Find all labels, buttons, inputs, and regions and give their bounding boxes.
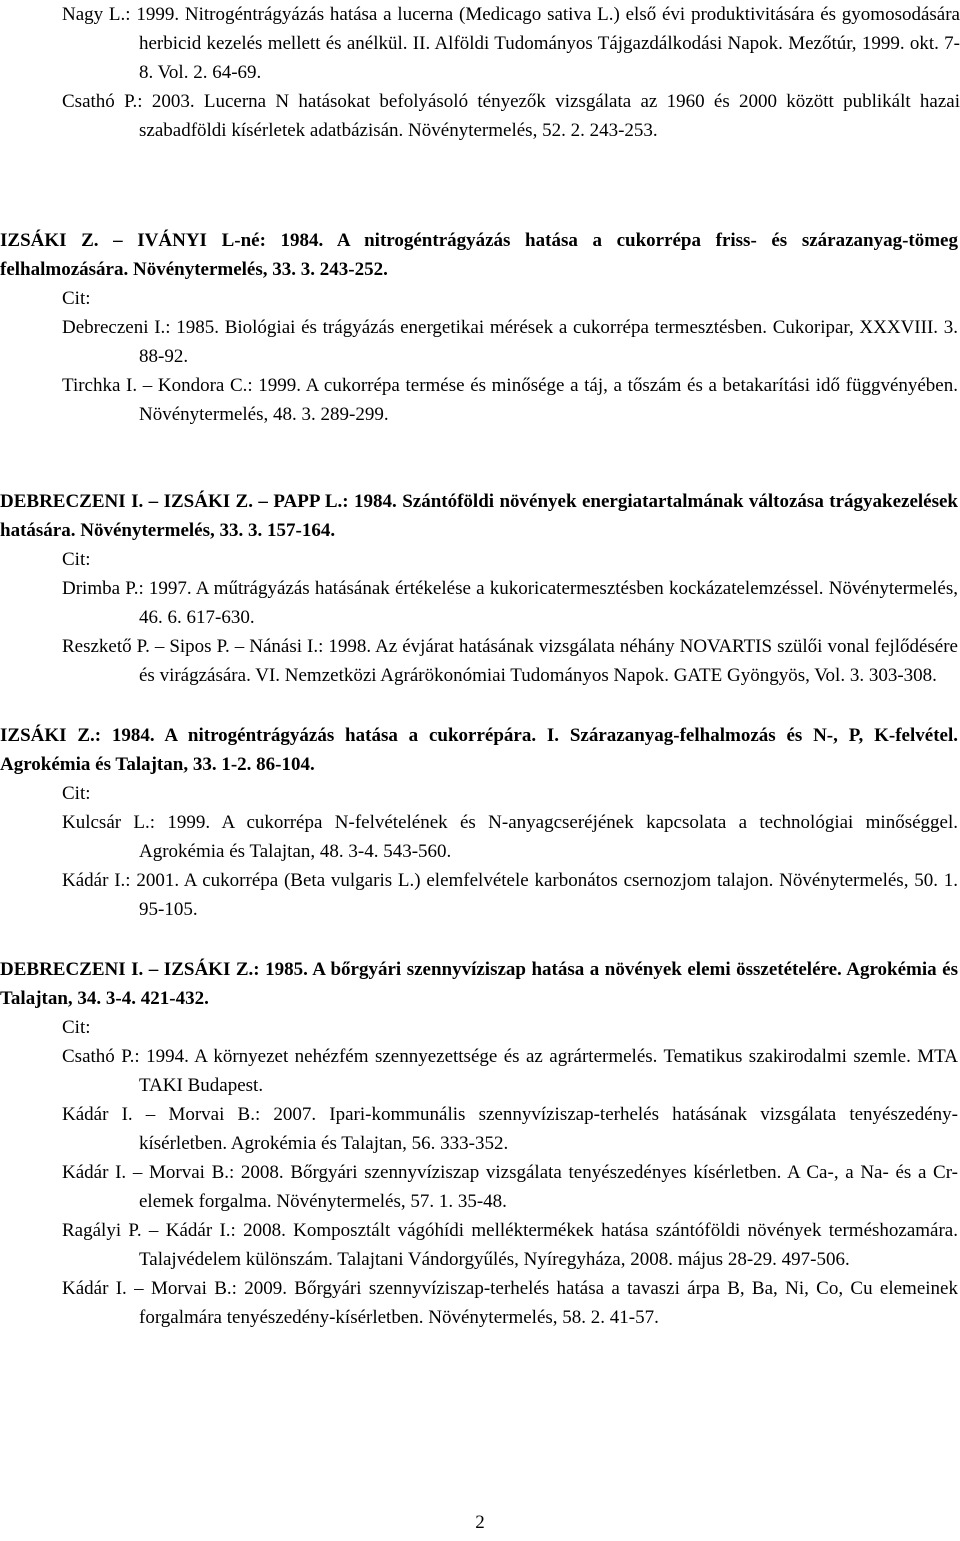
citation-label: Cit: bbox=[62, 549, 91, 570]
publication-title: DEBRECZENI I. – IZSÁKI Z.: 1985. A bőrgyári szennyvíziszap hatása a növények elemi összetételére. Agrokémia és Talajtan, 34. 3-4. 421-432. bbox=[0, 959, 958, 1009]
citation-label: Cit: bbox=[62, 1017, 91, 1038]
citing-reference: Debreczeni I.: 1985. Biológiai és trágyázás energetikai mérések a cukorrépa termesztésben. Cukoripar, XXXVIII. 3. 88-92. bbox=[62, 317, 958, 367]
citation-label: Cit: bbox=[62, 288, 91, 309]
reference-item: Nagy L.: 1999. Nitrogéntrágyázás hatása a lucerna (Medicago sativa L.) első évi produktivitására és gyomosodására herbicid kezelés mellett és anélkül. II. Alföldi Tudományos Tájgazdálkodási Napok. Mezőtúr, 1999. okt. 7-8. Vol. 2. 64-69. bbox=[62, 4, 960, 83]
citing-reference: Ragályi P. – Kádár I.: 2008. Komposztált vágóhídi melléktermékek hatása szántóföldi növények terméshozamára. Talajvédelem különszám. Talajtani Vándorgyűlés, Nyíregyháza, 2008. május 28-29. 497-506. bbox=[62, 1220, 958, 1270]
citing-reference: Kádár I.: 2001. A cukorrépa (Beta vulgaris L.) elemfelvétele karbonátos csernozjom talajon. Növénytermelés, 50. 1. 95-105. bbox=[62, 870, 958, 920]
citing-reference: Kádár I. – Morvai B.: 2009. Bőrgyári szennyvíziszap-terhelés hatása a tavaszi árpa B, Ba, Ni, Co, Cu elemeinek forgalmára tenyészedény-kísérletben. Növénytermelés, 58. 2. 41-57. bbox=[62, 1278, 958, 1328]
publication-entry bbox=[0, 721, 958, 924]
publication-entry bbox=[0, 955, 958, 1332]
citing-reference: Tirchka I. – Kondora C.: 1999. A cukorrépa termése és minősége a táj, a tőszám és a betakarítási idő függvényében. Növénytermelés, 48. 3. 289-299. bbox=[62, 375, 958, 425]
publication-title: DEBRECZENI I. – IZSÁKI Z. – PAPP L.: 1984. Szántóföldi növények energiatartalmának változása trágyakezelések hatására. Növénytermelés, 33. 3. 157-164. bbox=[0, 491, 958, 541]
citing-reference: Kulcsár L.: 1999. A cukorrépa N-felvételének és N-anyagcseréjének kapcsolata a technológiai minőséggel. Agrokémia és Talajtan, 48. 3-4. 543-560. bbox=[62, 812, 958, 862]
citing-reference: Kádár I. – Morvai B.: 2008. Bőrgyári szennyvíziszap vizsgálata tenyészedényes kísérletben. A Ca-, a Na- és a Cr-elemek forgalma. Növénytermelés, 57. 1. 35-48. bbox=[62, 1162, 958, 1212]
citing-reference: Reszkető P. – Sipos P. – Nánási I.: 1998. Az évjárat hatásának vizsgálata néhány NOVARTIS szülői vonal fejlődésére és virágzására. VI. Nemzetközi Agrárökonómiai Tudományos Napok. GATE Gyöngyös, Vol. 3. 303-308. bbox=[62, 636, 958, 686]
reference-item: Csathó P.: 2003. Lucerna N hatásokat befolyásoló tényezők vizsgálata az 1960 és 2000 között publikált hazai szabadföldi kísérletek adatbázisán. Növénytermelés, 52. 2. 243-253. bbox=[62, 91, 960, 141]
page-number: 2 bbox=[475, 1512, 485, 1533]
publication-title: IZSÁKI Z. – IVÁNYI L-né: 1984. A nitrogéntrágyázás hatása a cukorrépa friss- és szárazanyag-tömeg felhalmozására. Növénytermelés, 33. 3. 243-252. bbox=[0, 230, 958, 280]
continued-references bbox=[0, 0, 960, 145]
publication-entry bbox=[0, 487, 958, 690]
citing-reference: Drimba P.: 1997. A műtrágyázás hatásának értékelése a kukoricatermesztésben kockázatelemzéssel. Növénytermelés, 46. 6. 617-630. bbox=[62, 578, 958, 628]
citation-label: Cit: bbox=[62, 783, 91, 804]
publication-title: IZSÁKI Z.: 1984. A nitrogéntrágyázás hatása a cukorrépára. I. Szárazanyag-felhalmozás és N-, P, K-felvétel. Agrokémia és Talajtan, 33. 1-2. 86-104. bbox=[0, 725, 958, 775]
citing-reference: Kádár I. – Morvai B.: 2007. Ipari-kommunális szennyvíziszap-terhelés hatásának vizsgálata tenyészedény-kísérletben. Agrokémia és Talajtan, 56. 333-352. bbox=[62, 1104, 958, 1154]
publication-entry bbox=[0, 226, 958, 429]
citing-reference: Csathó P.: 1994. A környezet nehézfém szennyezettsége és az agrártermelés. Tematikus szakirodalmi szemle. MTA TAKI Budapest. bbox=[62, 1046, 958, 1096]
